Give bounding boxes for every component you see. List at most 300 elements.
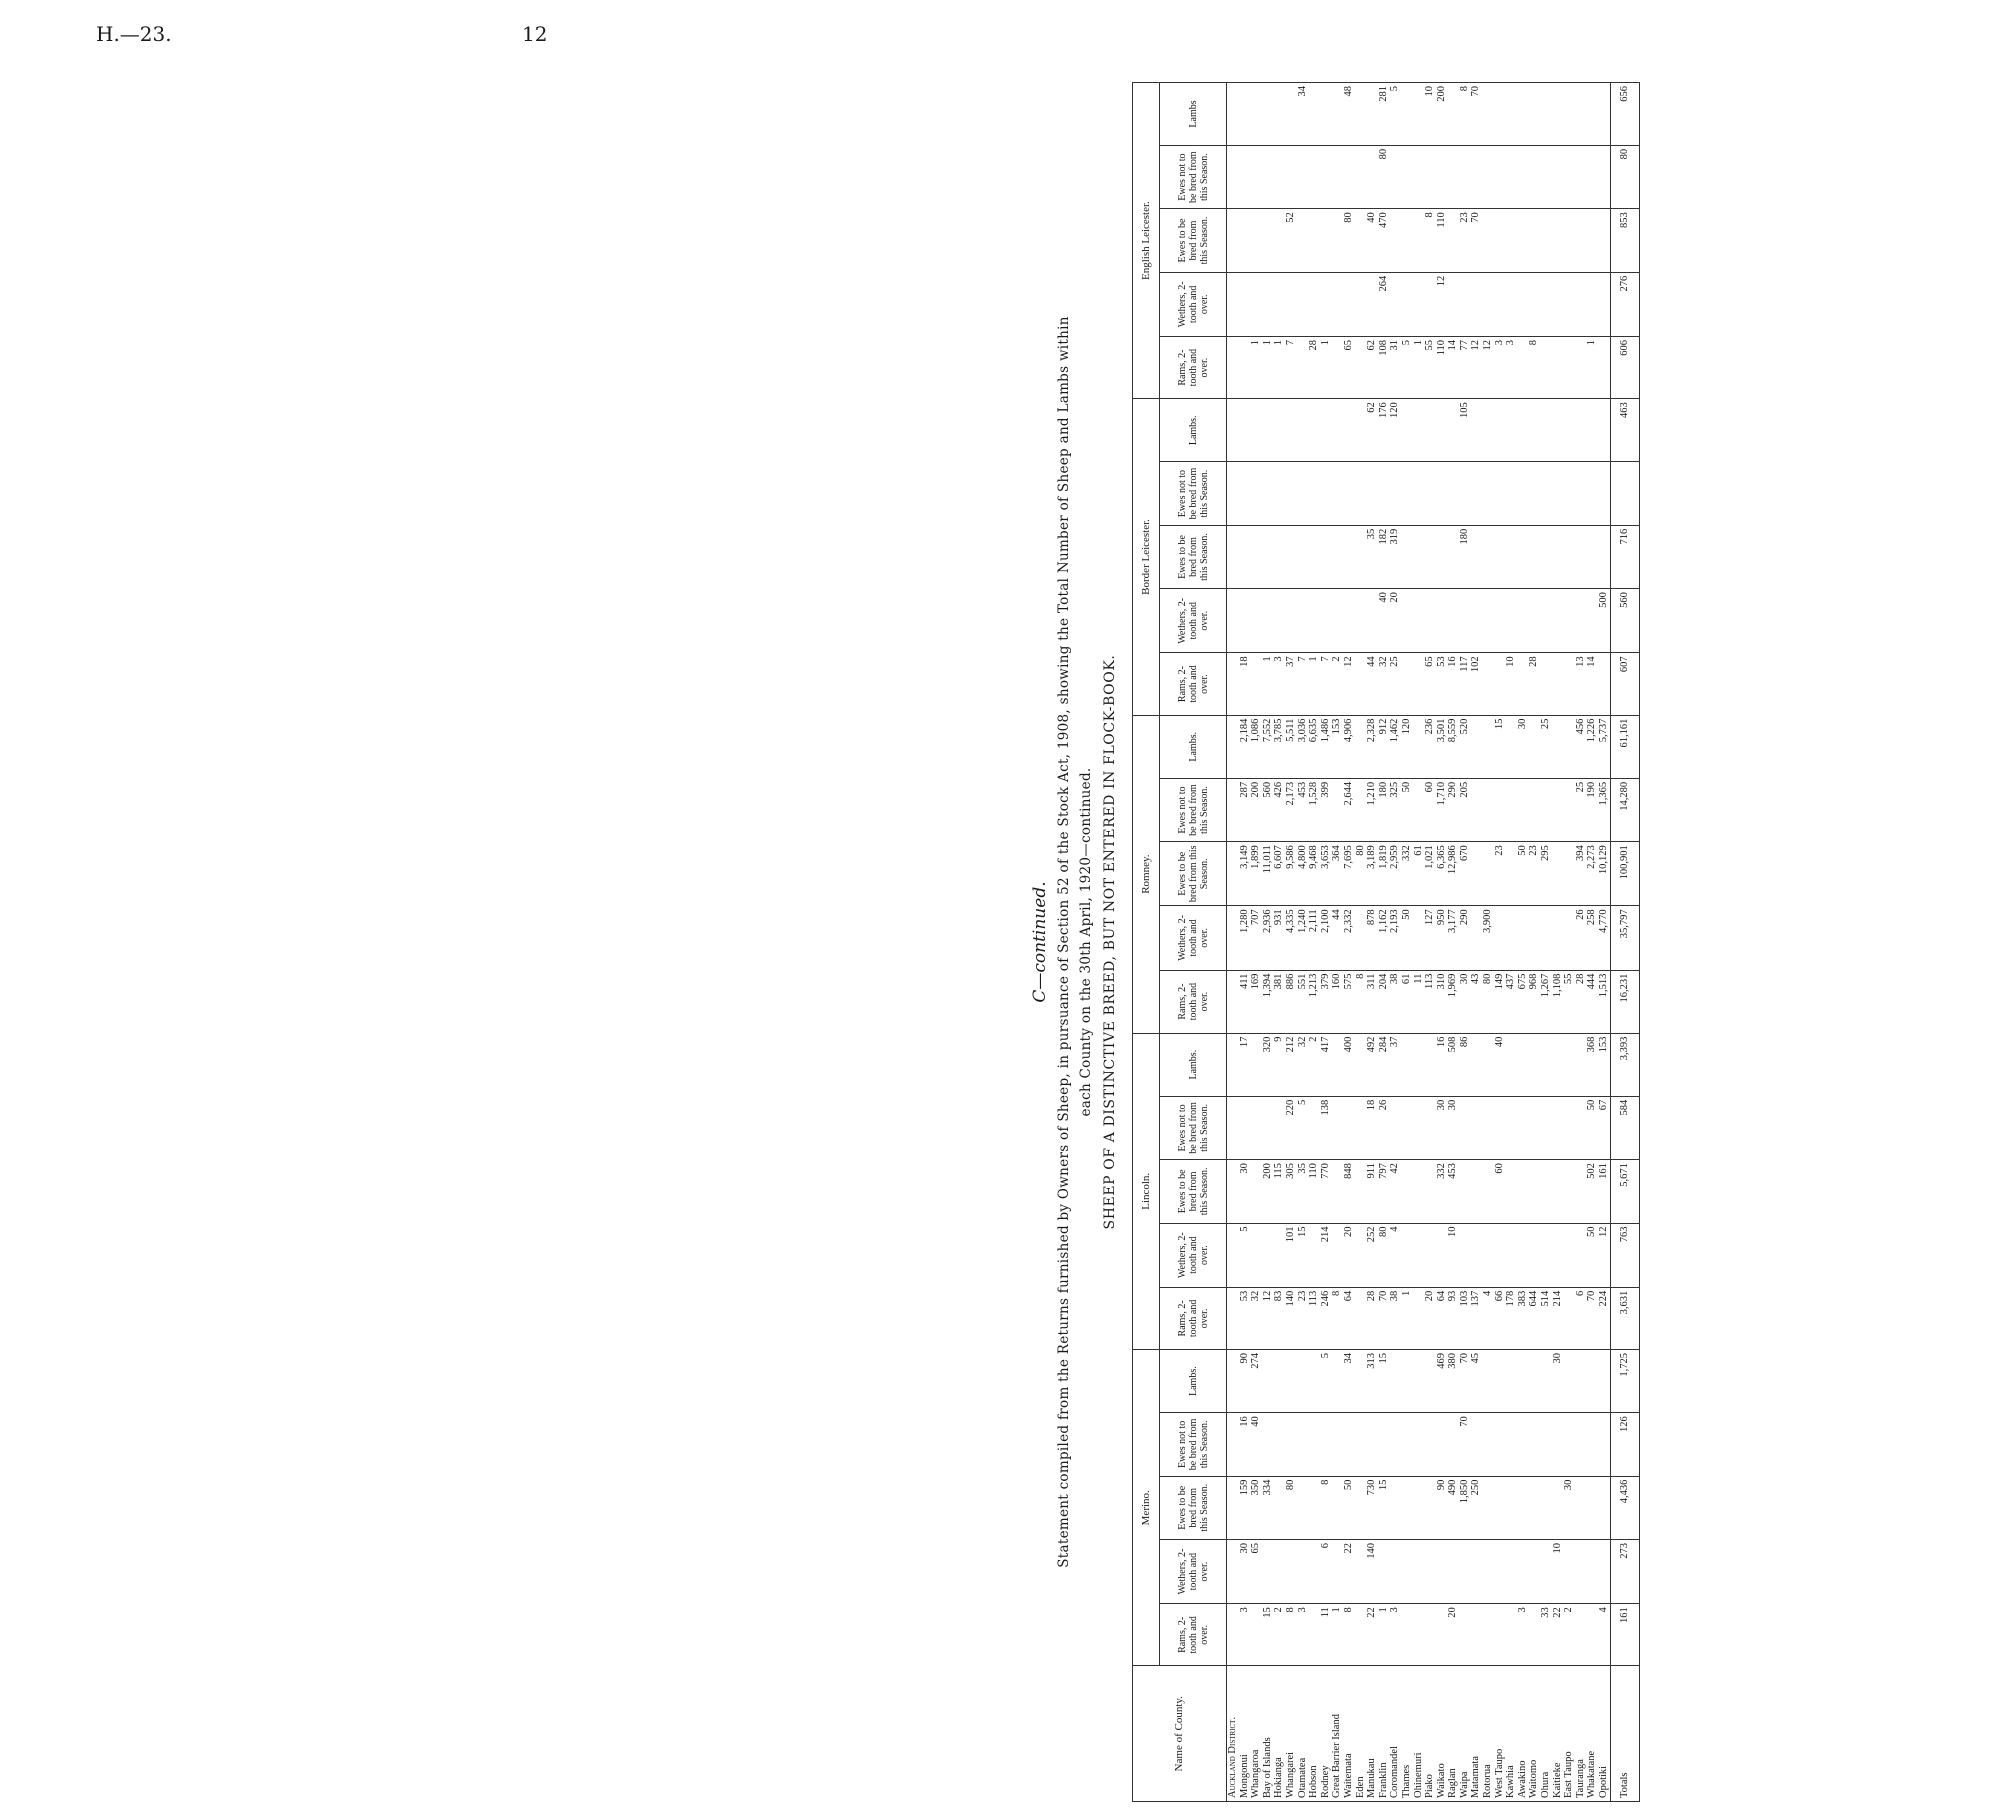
count-cell: 43 — [1470, 970, 1482, 1033]
count-cell — [1598, 462, 1610, 525]
count-cell: 8 — [1343, 1604, 1355, 1666]
count-cell: 205 — [1459, 778, 1471, 841]
count-cell: 25 — [1389, 653, 1401, 715]
count-cell: 16 — [1436, 1033, 1448, 1096]
count-cell — [1331, 83, 1343, 146]
count-cell: 159 — [1239, 1476, 1251, 1539]
count-cell: 284 — [1378, 1033, 1390, 1096]
count-cell — [1436, 589, 1448, 653]
count-cell: 90 — [1239, 1350, 1251, 1413]
count-cell — [1540, 1476, 1552, 1539]
count-cell — [1378, 1539, 1390, 1603]
count-cell: 380 — [1447, 1350, 1459, 1413]
count-cell — [1436, 399, 1448, 462]
count-cell: 120 — [1401, 715, 1413, 778]
count-cell: 2,644 — [1343, 778, 1355, 841]
count-cell — [1528, 145, 1540, 208]
count-cell: 60 — [1494, 1160, 1506, 1223]
count-cell — [1285, 1539, 1297, 1603]
count-cell: 105 — [1459, 399, 1471, 462]
count-cell: 1,021 — [1424, 842, 1436, 906]
count-cell: 4,436 — [1610, 1476, 1639, 1539]
count-cell — [1482, 1476, 1494, 1539]
empty-cell — [1227, 653, 1239, 715]
count-cell: 4,335 — [1285, 906, 1297, 970]
empty-cell — [1227, 1476, 1239, 1539]
count-cell: 3 — [1273, 653, 1285, 715]
count-cell: 469 — [1436, 1350, 1448, 1413]
count-cell — [1401, 1223, 1413, 1287]
count-cell — [1575, 399, 1587, 462]
count-cell — [1366, 145, 1378, 208]
count-cell: 5 — [1401, 336, 1413, 398]
count-cell — [1239, 272, 1251, 336]
count-cell: 103 — [1459, 1287, 1471, 1349]
count-cell — [1505, 525, 1517, 588]
count-cell — [1262, 1223, 1274, 1287]
count-cell: 200 — [1436, 83, 1448, 146]
count-cell: 1,710 — [1436, 778, 1448, 841]
county-name: Franklin — [1377, 1762, 1389, 1798]
count-cell: 153 — [1598, 1033, 1610, 1096]
count-cell — [1505, 1160, 1517, 1223]
count-cell: 1,210 — [1366, 778, 1378, 841]
count-cell: 20 — [1389, 589, 1401, 653]
count-cell — [1540, 1413, 1552, 1476]
count-cell: 44 — [1366, 653, 1378, 715]
count-cell: 32 — [1250, 1287, 1262, 1349]
county-name: Manukau — [1366, 1758, 1378, 1798]
count-cell — [1308, 399, 1320, 462]
count-cell: 110 — [1436, 209, 1448, 272]
count-cell — [1552, 336, 1564, 398]
count-cell: 6,365 — [1436, 842, 1448, 906]
count-cell — [1355, 1413, 1367, 1476]
count-cell — [1528, 462, 1540, 525]
table-row — [1297, 83, 1309, 1802]
count-cell — [1459, 1604, 1471, 1666]
count-cell — [1424, 1604, 1436, 1666]
count-cell: 10,129 — [1598, 842, 1610, 906]
county-name: Great Barrier Island — [1331, 1714, 1343, 1798]
count-cell — [1436, 145, 1448, 208]
count-cell: 8 — [1459, 83, 1471, 146]
count-cell: 1,486 — [1320, 715, 1332, 778]
empty-cell — [1227, 589, 1239, 653]
count-cell — [1331, 1223, 1343, 1287]
count-cell — [1424, 1476, 1436, 1539]
count-cell: 364 — [1331, 842, 1343, 906]
count-cell: 15 — [1297, 1223, 1309, 1287]
count-cell — [1297, 589, 1309, 653]
count-cell — [1308, 1476, 1320, 1539]
count-cell — [1447, 209, 1459, 272]
count-cell: 23 — [1459, 209, 1471, 272]
table-row — [1563, 83, 1575, 1802]
county-name: Rodney — [1319, 1765, 1331, 1798]
subcolumn-header: Ewes to be bred from this Season. — [1160, 1160, 1227, 1223]
count-cell: 2,936 — [1262, 906, 1274, 970]
breed-header: Merino. — [1133, 1350, 1160, 1666]
count-cell: 55 — [1563, 970, 1575, 1033]
count-cell: 886 — [1285, 970, 1297, 1033]
count-cell — [1239, 209, 1251, 272]
count-cell — [1552, 462, 1564, 525]
count-cell — [1331, 272, 1343, 336]
count-cell: 350 — [1250, 1476, 1262, 1539]
count-cell: 30 — [1517, 715, 1529, 778]
count-cell: 1,240 — [1297, 906, 1309, 970]
count-cell: 16 — [1239, 1413, 1251, 1476]
count-cell: 70 — [1470, 209, 1482, 272]
count-cell: 108 — [1378, 336, 1390, 398]
count-cell: 113 — [1308, 1287, 1320, 1349]
count-cell: 182 — [1378, 525, 1390, 588]
count-cell: 5 — [1239, 1223, 1251, 1287]
count-cell: 32 — [1378, 653, 1390, 715]
empty-cell — [1227, 1413, 1239, 1476]
count-cell: 42 — [1389, 1160, 1401, 1223]
count-cell — [1250, 1096, 1262, 1159]
count-cell: 8 — [1320, 1476, 1332, 1539]
count-cell: 332 — [1436, 1160, 1448, 1223]
count-cell — [1505, 1096, 1517, 1159]
count-cell — [1517, 209, 1529, 272]
count-cell — [1528, 399, 1540, 462]
count-cell — [1494, 1223, 1506, 1287]
table-row — [1401, 83, 1413, 1802]
count-cell — [1505, 145, 1517, 208]
empty-cell — [1227, 1350, 1239, 1413]
empty-cell — [1227, 525, 1239, 588]
subcolumn-header: Ewes not to be bred from this Season. — [1160, 462, 1227, 525]
count-cell — [1540, 399, 1552, 462]
subcolumn-header: Wethers, 2-tooth and over. — [1160, 589, 1227, 653]
count-cell — [1528, 906, 1540, 970]
count-cell — [1494, 1476, 1506, 1539]
count-cell: 70 — [1470, 83, 1482, 146]
count-cell — [1308, 1223, 1320, 1287]
count-cell — [1563, 83, 1575, 146]
count-cell — [1239, 336, 1251, 398]
count-cell: 4 — [1598, 1604, 1610, 1666]
count-cell: 37 — [1389, 1033, 1401, 1096]
count-cell — [1308, 462, 1320, 525]
count-cell — [1297, 336, 1309, 398]
table-row — [1424, 83, 1436, 1802]
count-cell: 8 — [1424, 209, 1436, 272]
count-cell — [1424, 1223, 1436, 1287]
count-cell — [1563, 462, 1575, 525]
count-cell — [1575, 83, 1587, 146]
count-cell — [1552, 842, 1564, 906]
count-cell: 878 — [1366, 906, 1378, 970]
count-cell: 20 — [1424, 1287, 1436, 1349]
count-cell — [1598, 653, 1610, 715]
count-cell: 37 — [1285, 653, 1297, 715]
count-cell — [1482, 145, 1494, 208]
count-cell — [1297, 1413, 1309, 1476]
count-cell: 30 — [1239, 1160, 1251, 1223]
count-cell — [1285, 272, 1297, 336]
count-cell — [1540, 272, 1552, 336]
count-cell: 287 — [1239, 778, 1251, 841]
count-cell — [1436, 525, 1448, 588]
count-cell: 40 — [1366, 209, 1378, 272]
count-cell — [1413, 1223, 1425, 1287]
count-cell: 575 — [1343, 970, 1355, 1033]
count-cell: 584 — [1610, 1096, 1639, 1159]
count-cell: 60 — [1424, 778, 1436, 841]
count-cell: 80 — [1482, 970, 1494, 1033]
count-cell: 50 — [1586, 1096, 1598, 1159]
subcolumn-header: Rams, 2-tooth and over. — [1160, 970, 1227, 1033]
count-cell — [1401, 1033, 1413, 1096]
count-cell: 10 — [1552, 1539, 1564, 1603]
county-name: Rotorua — [1482, 1764, 1494, 1798]
empty-cell — [1227, 336, 1239, 398]
count-cell — [1262, 462, 1274, 525]
count-cell: 1,086 — [1250, 715, 1262, 778]
count-cell — [1494, 272, 1506, 336]
count-cell — [1366, 1413, 1378, 1476]
count-cell — [1470, 525, 1482, 588]
count-cell — [1297, 399, 1309, 462]
count-cell — [1528, 1096, 1540, 1159]
count-cell — [1482, 715, 1494, 778]
count-cell — [1517, 1476, 1529, 1539]
count-cell — [1540, 778, 1552, 841]
count-cell: 950 — [1436, 906, 1448, 970]
count-cell: 220 — [1285, 1096, 1297, 1159]
count-cell — [1586, 589, 1598, 653]
count-cell — [1250, 145, 1262, 208]
count-cell — [1297, 1350, 1309, 1413]
count-cell — [1355, 1033, 1367, 1096]
count-cell: 77 — [1459, 336, 1471, 398]
count-cell — [1447, 272, 1459, 336]
count-cell — [1517, 1413, 1529, 1476]
count-cell — [1447, 462, 1459, 525]
count-cell — [1528, 1476, 1540, 1539]
count-cell — [1424, 525, 1436, 588]
count-cell — [1413, 653, 1425, 715]
count-cell: 26 — [1575, 906, 1587, 970]
count-cell: 80 — [1378, 1223, 1390, 1287]
count-cell: 2 — [1273, 1604, 1285, 1666]
count-cell: 22 — [1366, 1604, 1378, 1666]
empty-cell — [1227, 1096, 1239, 1159]
count-cell — [1389, 145, 1401, 208]
count-cell — [1482, 1223, 1494, 1287]
count-cell: 110 — [1436, 336, 1448, 398]
county-name: Ohura — [1540, 1771, 1552, 1798]
count-cell — [1598, 272, 1610, 336]
count-cell — [1482, 209, 1494, 272]
count-cell: 160 — [1331, 970, 1343, 1033]
count-cell: 8 — [1355, 970, 1367, 1033]
count-cell: 35 — [1297, 1160, 1309, 1223]
empty-cell — [1227, 778, 1239, 841]
count-cell: 325 — [1389, 778, 1401, 841]
count-cell — [1273, 462, 1285, 525]
count-cell — [1563, 1413, 1575, 1476]
count-cell — [1528, 1604, 1540, 1666]
county-name: Waitomo — [1528, 1759, 1540, 1798]
count-cell — [1343, 272, 1355, 336]
count-cell: 26 — [1378, 1096, 1390, 1159]
count-cell — [1528, 1223, 1540, 1287]
count-cell — [1331, 1413, 1343, 1476]
subcolumn-header: Lambs — [1160, 83, 1227, 146]
count-cell — [1273, 145, 1285, 208]
count-cell: 911 — [1366, 1160, 1378, 1223]
count-cell — [1447, 399, 1459, 462]
count-cell: 200 — [1250, 778, 1262, 841]
count-cell — [1308, 1413, 1320, 1476]
county-name: East Taupo — [1563, 1751, 1575, 1798]
count-cell — [1470, 145, 1482, 208]
count-cell: 444 — [1586, 970, 1598, 1033]
county-name: Opotiki — [1598, 1765, 1609, 1798]
count-cell: 7 — [1285, 336, 1297, 398]
count-cell: 4,906 — [1343, 715, 1355, 778]
count-cell — [1285, 83, 1297, 146]
count-cell: 35,797 — [1610, 906, 1639, 970]
table-row — [1250, 83, 1262, 1802]
count-cell: 110 — [1308, 1160, 1320, 1223]
count-cell — [1239, 399, 1251, 462]
count-cell: 6 — [1320, 1539, 1332, 1603]
count-cell: 23 — [1494, 842, 1506, 906]
count-cell: 61 — [1401, 970, 1413, 1033]
count-cell — [1250, 1604, 1262, 1666]
count-cell: 1,267 — [1540, 970, 1552, 1033]
count-cell: 3,900 — [1482, 906, 1494, 970]
count-cell — [1355, 589, 1367, 653]
count-cell — [1262, 145, 1274, 208]
caption-subheading: SHEEP OF A DISTINCTIVE BREED, BUT NOT ENTERED IN FLOCK-BOOK. — [1102, 654, 1118, 1230]
count-cell: 853 — [1610, 209, 1639, 272]
count-cell — [1413, 1350, 1425, 1413]
count-cell: 305 — [1285, 1160, 1297, 1223]
count-cell: 332 — [1401, 842, 1413, 906]
count-cell: 273 — [1610, 1539, 1639, 1603]
count-cell — [1482, 462, 1494, 525]
count-cell — [1505, 1539, 1517, 1603]
count-cell — [1424, 1033, 1436, 1096]
count-cell — [1262, 1539, 1274, 1603]
caption-title-line2: each County on the 30th April, 1920—continued. — [1078, 767, 1094, 1117]
count-cell — [1586, 83, 1598, 146]
count-cell: 80 — [1355, 842, 1367, 906]
count-cell — [1297, 145, 1309, 208]
count-cell: 437 — [1505, 970, 1517, 1033]
count-cell — [1308, 1096, 1320, 1159]
count-cell — [1598, 83, 1610, 146]
count-cell: 2,193 — [1389, 906, 1401, 970]
table-row — [1413, 83, 1425, 1802]
count-cell — [1273, 1096, 1285, 1159]
count-cell — [1320, 145, 1332, 208]
count-cell — [1424, 1413, 1436, 1476]
count-cell — [1552, 1096, 1564, 1159]
count-cell — [1528, 1350, 1540, 1413]
subcolumn-header: Lambs. — [1160, 715, 1227, 778]
count-cell — [1413, 1033, 1425, 1096]
count-cell — [1355, 209, 1367, 272]
count-cell: 70 — [1459, 1413, 1471, 1476]
table-row — [1447, 83, 1459, 1802]
sheep-table — [1132, 82, 1640, 1802]
count-cell — [1389, 1539, 1401, 1603]
count-cell — [1505, 462, 1517, 525]
count-cell: 381 — [1273, 970, 1285, 1033]
count-cell — [1262, 399, 1274, 462]
count-cell: 490 — [1447, 1476, 1459, 1539]
count-cell — [1575, 589, 1587, 653]
count-cell: 38 — [1389, 1287, 1401, 1349]
count-cell: 34 — [1297, 83, 1309, 146]
count-cell — [1470, 1096, 1482, 1159]
count-cell — [1563, 778, 1575, 841]
count-cell: 508 — [1447, 1033, 1459, 1096]
count-cell: 281 — [1378, 83, 1390, 146]
count-cell — [1459, 1160, 1471, 1223]
count-cell — [1331, 209, 1343, 272]
count-cell: 4,800 — [1297, 842, 1309, 906]
count-cell: 252 — [1366, 1223, 1378, 1287]
count-cell: 3 — [1297, 1604, 1309, 1666]
count-cell — [1598, 145, 1610, 208]
count-cell: 9,468 — [1308, 842, 1320, 906]
count-cell: 606 — [1610, 336, 1639, 398]
district-label: Auckland District. — [1227, 1716, 1238, 1798]
table-row — [1355, 83, 1367, 1802]
count-cell — [1528, 715, 1540, 778]
count-cell — [1517, 272, 1529, 336]
count-cell: 30 — [1459, 970, 1471, 1033]
count-cell — [1413, 272, 1425, 336]
count-cell: 30 — [1552, 1350, 1564, 1413]
count-cell — [1470, 1160, 1482, 1223]
empty-cell — [1227, 906, 1239, 970]
count-cell: 3,393 — [1610, 1033, 1639, 1096]
count-cell — [1505, 209, 1517, 272]
table-row — [1459, 83, 1471, 1802]
count-cell — [1262, 1413, 1274, 1476]
table-row — [1343, 83, 1355, 1802]
count-cell: 313 — [1366, 1350, 1378, 1413]
count-cell — [1273, 525, 1285, 588]
count-cell: 2 — [1331, 653, 1343, 715]
table-row — [1552, 83, 1564, 1802]
count-cell — [1273, 1539, 1285, 1603]
count-cell — [1482, 589, 1494, 653]
count-cell — [1355, 83, 1367, 146]
count-cell — [1505, 399, 1517, 462]
count-cell: 2,173 — [1285, 778, 1297, 841]
table-row — [1540, 83, 1552, 1802]
caption-continued: C—continued. — [1030, 881, 1050, 1003]
count-cell — [1470, 1604, 1482, 1666]
count-cell: 70 — [1459, 1350, 1471, 1413]
subcolumn-header: Ewes to be bred from this Season. — [1160, 525, 1227, 588]
count-cell — [1413, 525, 1425, 588]
count-cell: 1 — [1320, 336, 1332, 398]
count-cell: 70 — [1586, 1287, 1598, 1349]
count-cell — [1563, 272, 1575, 336]
